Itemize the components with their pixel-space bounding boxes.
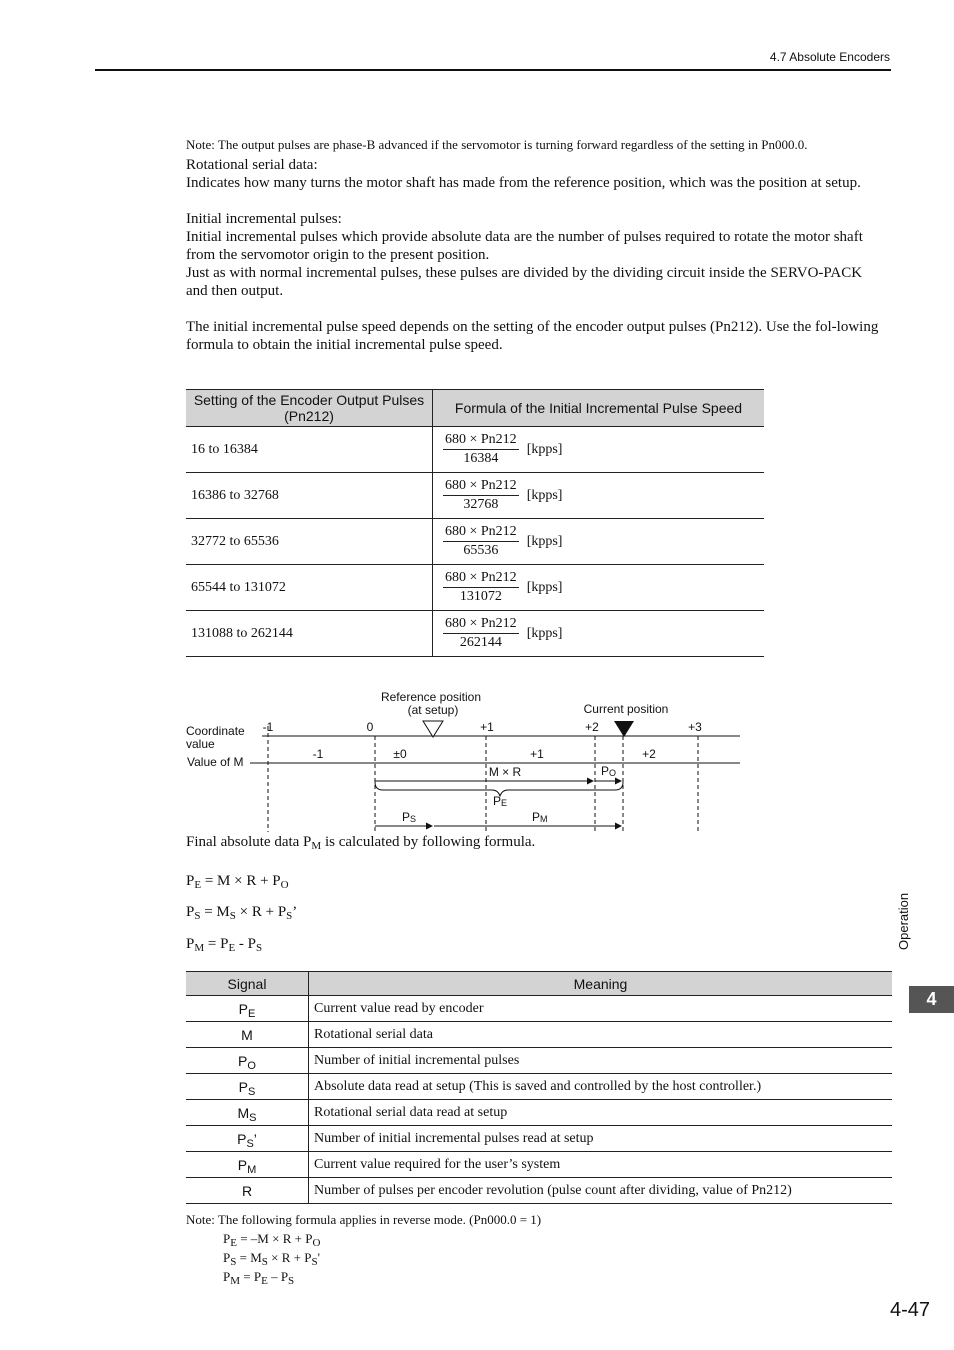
unit: [kpps] (526, 533, 563, 549)
meaning-cell: Rotational serial data (309, 1022, 893, 1048)
reverse-formula-pe: $P_E = -M \times R + P_O$ (223, 1231, 321, 1249)
fraction (443, 570, 519, 605)
reverse-formula-pm: $P_M = P_E - P_S$ (223, 1269, 295, 1287)
chapter-side-label: Operation (896, 892, 911, 950)
m-times-r-label: M × R (488, 765, 522, 779)
fraction (443, 478, 519, 513)
formula-intro-text: Final absolute data P (186, 834, 312, 850)
numerator: 680 × Pn212 (443, 524, 519, 542)
current-position-marker (614, 721, 634, 737)
table-row (186, 1074, 892, 1100)
signal-cell: $P_S$ (186, 1074, 309, 1100)
fraction (443, 524, 519, 559)
coord-tick: -1 (262, 720, 274, 734)
formula-intro-sub: M (311, 840, 322, 852)
meaning-cell: Number of initial incremental pulses read at setup (309, 1126, 893, 1152)
dashed-guides (268, 726, 698, 832)
coord-tick: +3 (688, 720, 702, 734)
formula-cell (433, 519, 765, 565)
ps-label: PS (402, 810, 417, 824)
denominator: 131072 (459, 589, 502, 604)
signal-cell: $P_M$ (186, 1152, 309, 1178)
formula-pm: $P_M = P_E - P_S$ (186, 936, 263, 954)
coord-tick: +2 (585, 720, 599, 734)
m-tick: ±0 (393, 747, 407, 761)
formula-intro-text-after: is calculated by following formula. (321, 834, 536, 850)
table-row (186, 565, 764, 611)
section-title: 4.7 Absolute Encoders (769, 50, 890, 64)
signal-table-header-meaning: Meaning (309, 972, 893, 996)
chapter-tab: 4 (909, 986, 954, 1013)
reverse-note-line: Note: The following formula applies in reverse mode. (Pn000.0 = 1) (186, 1212, 542, 1227)
range-cell: 16 to 16384 (186, 427, 433, 473)
unit: [kpps] (526, 441, 563, 457)
unit: [kpps] (526, 579, 563, 595)
signal-cell: $P_S$’ (186, 1126, 309, 1152)
reverse-mode-note (186, 1210, 541, 1286)
current-position-label: Current position (583, 702, 669, 716)
meaning-cell: Absolute data read at setup (This is saved and controlled by the host controller.) (309, 1074, 893, 1100)
range-cell: 131088 to 262144 (186, 611, 433, 657)
numerator: 680 × Pn212 (443, 478, 519, 496)
formula-intro (186, 834, 535, 851)
paragraph-initial-desc: Initial incremental pulses which provide absolute data are the number of pulses required to rotate the motor shaft from the servomotor origin to the present position. (186, 229, 863, 263)
table-row (186, 1178, 892, 1204)
reverse-formula-ps: $P_S = M_S \times R + P_S'$ (223, 1250, 320, 1268)
speed-table-header-formula: Formula of the Initial Incremental Pulse Speed (433, 390, 765, 427)
m-tick: +1 (530, 747, 544, 761)
paragraph-rotational-desc: Indicates how many turns the motor shaft has made from the reference position, which was the position at setup. (186, 175, 861, 191)
fraction (443, 432, 519, 467)
paragraph-speed: The initial incremental pulse speed depends on the setting of the encoder output pulses (Pn212). Use the fol-lowing formula to obtain the initial incremental pulse speed. (186, 319, 879, 353)
table-row (186, 427, 764, 473)
table-row (186, 1126, 892, 1152)
table-row (186, 996, 892, 1022)
signal-cell: $P_O$ (186, 1048, 309, 1074)
formula-cell (433, 611, 765, 657)
po-label: PO (601, 764, 617, 778)
unit: [kpps] (526, 625, 563, 641)
range-cell: 32772 to 65536 (186, 519, 433, 565)
m-tick: -1 (312, 747, 324, 761)
coord-tick: 0 (366, 720, 374, 734)
body-text (186, 156, 886, 354)
paragraph-initial-title: Initial incremental pulses: (186, 211, 342, 227)
table-row (186, 1048, 892, 1074)
meaning-cell: Current value required for the user’s system (309, 1152, 893, 1178)
meaning-cell: Current value read by encoder (309, 996, 893, 1022)
signal-cell: M (186, 1022, 309, 1048)
fraction (443, 616, 519, 651)
range-cell: 16386 to 32768 (186, 473, 433, 519)
numerator: 680 × Pn212 (443, 616, 519, 634)
at-setup-label: (at setup) (407, 703, 459, 717)
reference-position-label: Reference position (380, 690, 482, 704)
output-pulse-note: Note: The output pulses are phase-B advanced if the servomotor is turning forward regardless of the setting in Pn000.0. (186, 137, 808, 152)
header-rule (95, 69, 891, 71)
coordinate-label: Coordinate (186, 724, 245, 738)
speed-table-header-setting: Setting of the Encoder Output Pulses (Pn212) (186, 390, 433, 427)
paragraph-rotational-title: Rotational serial data: (186, 157, 318, 173)
formula-cell (433, 473, 765, 519)
pe-label: PE (493, 794, 508, 808)
reference-position-marker (423, 721, 443, 737)
meaning-cell: Number of pulses per encoder revolution (pulse count after dividing, value of Pn212) (309, 1178, 893, 1204)
value-of-m-label: Value of M (187, 755, 244, 769)
signal-cell: R (186, 1178, 309, 1204)
table-row (186, 519, 764, 565)
table-row (186, 1152, 892, 1178)
meaning-cell: Number of initial incremental pulses (309, 1048, 893, 1074)
table-row (186, 1100, 892, 1126)
signal-cell: $P_E$ (186, 996, 309, 1022)
numerator: 680 × Pn212 (443, 432, 519, 450)
numerator: 680 × Pn212 (443, 570, 519, 588)
m-tick: +2 (642, 747, 656, 761)
signal-cell: $M_S$ (186, 1100, 309, 1126)
signal-table-header-signal: Signal (186, 972, 309, 996)
denominator: 262144 (459, 635, 502, 650)
signal-table (186, 971, 892, 1204)
speed-table (186, 389, 764, 657)
range-cell: 65544 to 131072 (186, 565, 433, 611)
denominator: 32768 (463, 497, 499, 512)
paragraph-dividing: Just as with normal incremental pulses, these pulses are divided by the dividing circuit inside the SERVO-PACK and then output. (186, 265, 863, 299)
meaning-cell: Rotational serial data read at setup (309, 1100, 893, 1126)
pm-label: PM (532, 810, 548, 824)
unit: [kpps] (526, 487, 563, 503)
denominator: 65536 (463, 543, 499, 558)
page-number: 4-47 (889, 1299, 930, 1321)
coordinate-label-value: value (186, 737, 215, 751)
coord-tick: +1 (480, 720, 494, 734)
formula-ps: $P_S = M_S \times R + P_S$’ (186, 904, 298, 922)
denominator: 16384 (463, 451, 499, 466)
formula-pe: $P_E = M \times R + P_O$ (186, 873, 289, 891)
table-row (186, 611, 764, 657)
table-row (186, 473, 764, 519)
formula-cell (433, 427, 765, 473)
table-row (186, 1022, 892, 1048)
position-diagram (180, 684, 750, 834)
formula-cell (433, 565, 765, 611)
